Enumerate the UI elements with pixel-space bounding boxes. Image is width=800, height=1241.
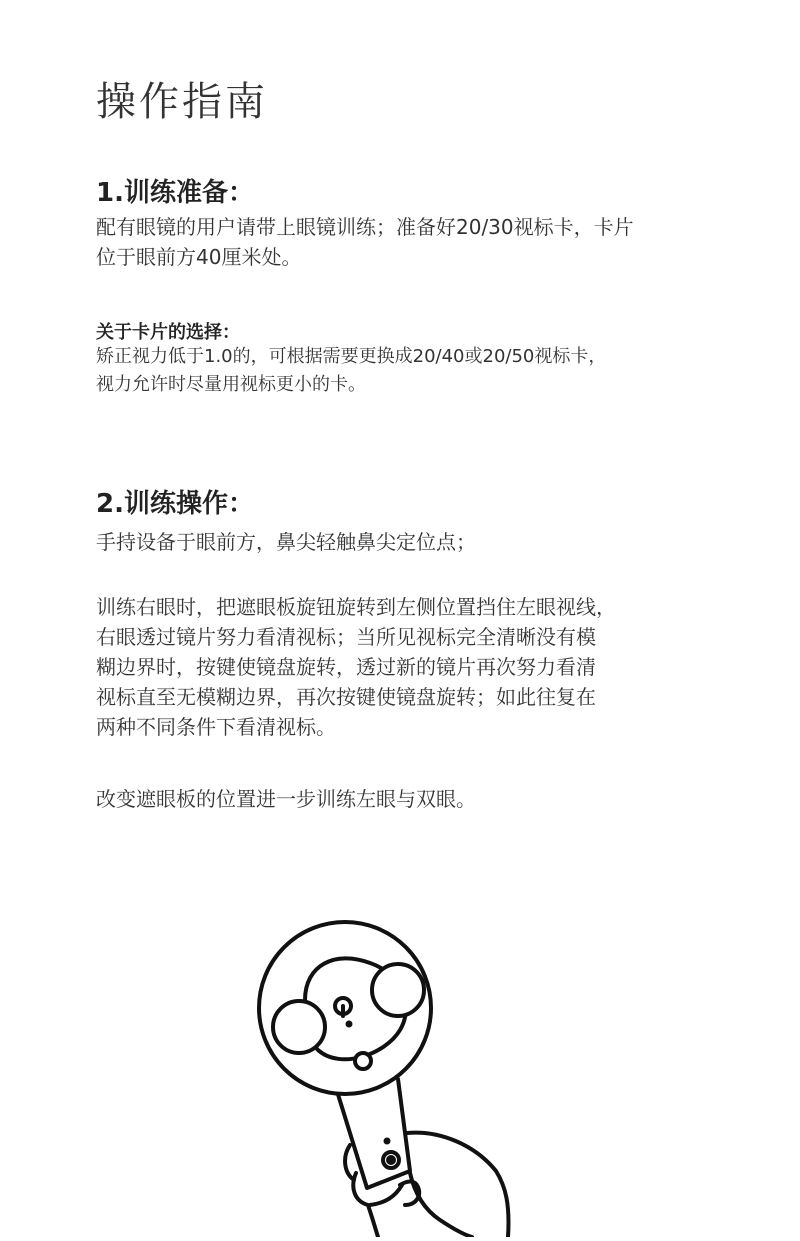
paragraph-line: 训练右眼时，把遮眼板旋钮旋转到左侧位置挡住左眼视线，	[96, 595, 616, 619]
paragraph-line: 位于眼前方40厘米处。	[96, 245, 302, 269]
paragraph-line: 改变遮眼板的位置进一步训练左眼与双眼。	[96, 787, 476, 811]
right-lens	[372, 964, 424, 1016]
section1-paragraph	[96, 212, 736, 272]
section2-step2	[96, 592, 736, 742]
section2-step3	[96, 784, 736, 814]
left-lens	[273, 1001, 325, 1053]
section2-step1	[96, 527, 736, 557]
section2-heading: 2.训练操作：	[96, 489, 254, 519]
paragraph-line: 矫正视力低于1.0的，可根据需要更换成20/40或20/50视标卡，	[96, 346, 607, 367]
paragraph-line: 配有眼镜的用户请带上眼镜训练；准备好20/30视标卡，卡片	[96, 215, 634, 239]
paragraph-line: 糊边界时，按键使镜盘旋转，透过新的镜片再次努力看清	[96, 655, 596, 679]
hand	[407, 1133, 509, 1237]
paragraph-line: 视标直至无模糊边界，再次按键使镜盘旋转；如此往复在	[96, 685, 596, 709]
card-choice-paragraph	[96, 343, 736, 399]
paragraph-line: 手持设备于眼前方，鼻尖轻触鼻尖定位点；	[96, 530, 476, 554]
hand-holding-device-icon	[250, 905, 550, 1237]
paragraph-line: 两种不同条件下看清视标。	[96, 715, 336, 739]
paragraph-line: 右眼透过镜片努力看清视标；当所见视标完全清晰没有模	[96, 625, 596, 649]
page-title: 操作指南	[96, 79, 268, 125]
paragraph-line: 视力允许时尽量用视标更小的卡。	[96, 374, 366, 395]
card-choice-heading: 关于卡片的选择：	[96, 322, 240, 343]
section1-heading: 1.训练准备：	[96, 178, 254, 208]
nose-point	[355, 1053, 371, 1069]
